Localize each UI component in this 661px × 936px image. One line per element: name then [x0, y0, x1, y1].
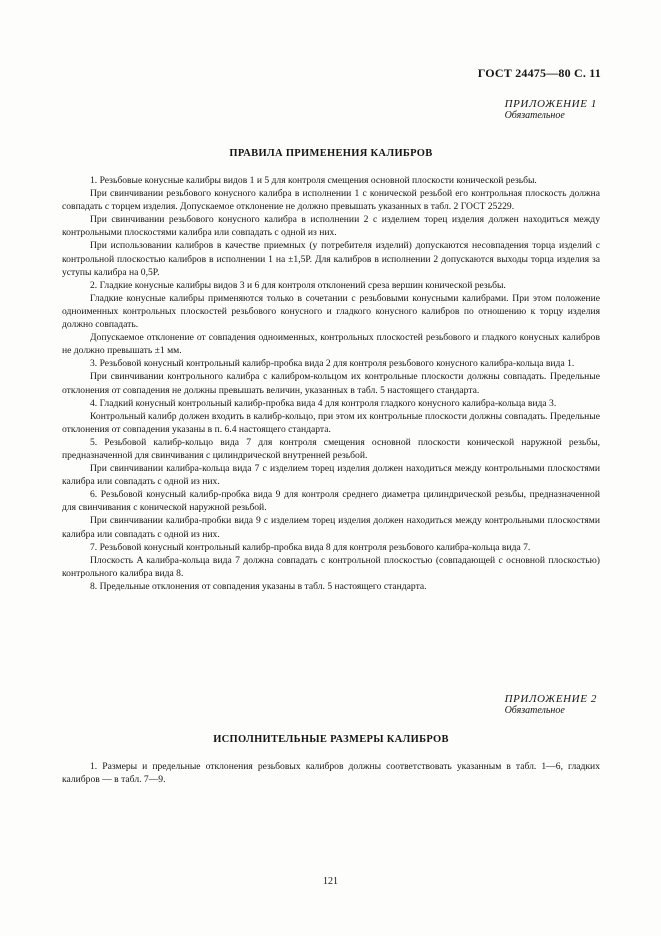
- paragraph: 3. Резьбовой конусный контрольный калибр-пробка вида 2 для контроля резьбового конусного калибра-кольца вида 1.: [90, 358, 575, 370]
- section-1-heading: ПРАВИЛА ПРИМЕНЕНИЯ КАЛИБРОВ: [229, 148, 433, 159]
- paragraph: 1. Размеры и предельные отклонения резьбовых калибров должны соответствовать указанным в табл. 1—6, гладких калибров — в табл. 7—9.: [62, 761, 600, 786]
- paragraph: 7. Резьбовой конусный контрольный калибр-пробка вида 8 для контроля резьбового калибра-кольца вида 7.: [90, 541, 531, 553]
- paragraph: При свинчивании резьбового конусного калибра в исполнении 2 с изделием торец изделия должен находиться между контрольными плоскостями калибра или совпадать с одной из них.: [62, 214, 600, 239]
- appendix-2-subtitle: Обязательное: [504, 705, 565, 716]
- paragraph: Плоскость A калибра-кольца вида 7 должна совпадать с контрольной плоскостью (совпадающей с основной плоскостью) контрольного калибра вида 8.: [62, 554, 600, 579]
- paragraph: 1. Резьбовые конусные калибры видов 1 и 5 для контроля смещения основной плоскости конической резьбы.: [90, 175, 537, 186]
- paragraph: При свинчивании калибра-пробки вида 9 с изделием торец изделия должен находиться между контрольными плоскостями калибра или совпадать с одной из них.: [62, 515, 600, 540]
- appendix-1-title: ПРИЛОЖЕНИЕ 1: [504, 98, 597, 110]
- paragraph: При свинчивании контрольного калибра с калибром-кольцом их контрольные плоскости должны совпадать. Предельные отклонения от совпадения не должны превышать величин, указанных в табл. 5 настоящего стандарта.: [62, 371, 600, 396]
- paragraph: 4. Гладкий конусный контрольный калибр-пробка вида 4 для контроля гладкого конусного калибра-кольца вида 3.: [90, 397, 557, 409]
- appendix-1-subtitle: Обязательное: [504, 110, 565, 121]
- paragraph: Допускаемое отклонение от совпадения одноименных, контрольных плоскостей резьбового и гладкого конусных калибров не должно превышать ±1 мм.: [62, 332, 600, 357]
- paragraph: 2. Гладкие конусные калибры видов 3 и 6 для контроля отклонений среза вершин конической резьбы.: [90, 279, 506, 291]
- paragraph: При свинчивании резьбового конусного калибра в исполнении 1 с конической резьбой его контрольная плоскость должна совпадать с торцем изделия. Допускаемое отклонение не должно превышать указанных в табл. 2 ГОСТ 25229.: [62, 188, 600, 213]
- paragraph: При использовании калибров в качестве приемных (у потребителя изделий) допускаются несовпадения торца изделий с контрольной плоскостью калибров в исполнении 1 на ±1,5P. Для калибров в исполнении 2 допускаются выходы торца изделия за уступы калибра на 0,5P.: [62, 240, 600, 278]
- paragraph: При свинчивании калибра-кольца вида 7 с изделием торец изделия должен находиться между контрольными плоскостями калибра или совпадать с одной из них.: [62, 463, 600, 488]
- running-header: ГОСТ 24475—80 С. 11: [477, 66, 601, 80]
- paragraph: Гладкие конусные калибры применяются только в сочетании с резьбовыми конусными калибрами. При этом положение одноименных контрольных плоскостей резьбового конусного и гладкого конусного калибров по отношению к торцу изделия должно совпадать.: [62, 292, 600, 331]
- paragraph: 8. Предельные отклонения от совпадения указаны в табл. 5 настоящего стандарта.: [90, 580, 427, 592]
- section-2-heading: ИСПОЛНИТЕЛЬНЫЕ РАЗМЕРЫ КАЛИБРОВ: [213, 734, 449, 745]
- paragraph: 5. Резьбовой калибр-кольцо вида 7 для контроля смещения основной плоскости конической наружной резьбы, предназначенной для свинчивания с цилиндрической внутренней резьбой.: [62, 436, 600, 461]
- section-2-body: [62, 760, 600, 786]
- appendix-2-label: [505, 693, 597, 716]
- paragraph: 6. Резьбовой конусный калибр-пробка вида 9 для контроля среднего диаметра цилиндрической резьбы, предназначенной для свинчивания с конической наружной резьбой.: [62, 489, 600, 514]
- page-number: 121: [323, 876, 338, 887]
- appendix-1-label: [505, 98, 597, 121]
- appendix-2-title: ПРИЛОЖЕНИЕ 2: [504, 693, 597, 705]
- section-1-body: [62, 174, 600, 593]
- paragraph: Контрольный калибр должен входить в калибр-кольцо, при этом их контрольные плоскости должны совпадать. Предельные отклонения от совпадения указаны в п. 6.4 настоящего стандарта.: [62, 410, 600, 435]
